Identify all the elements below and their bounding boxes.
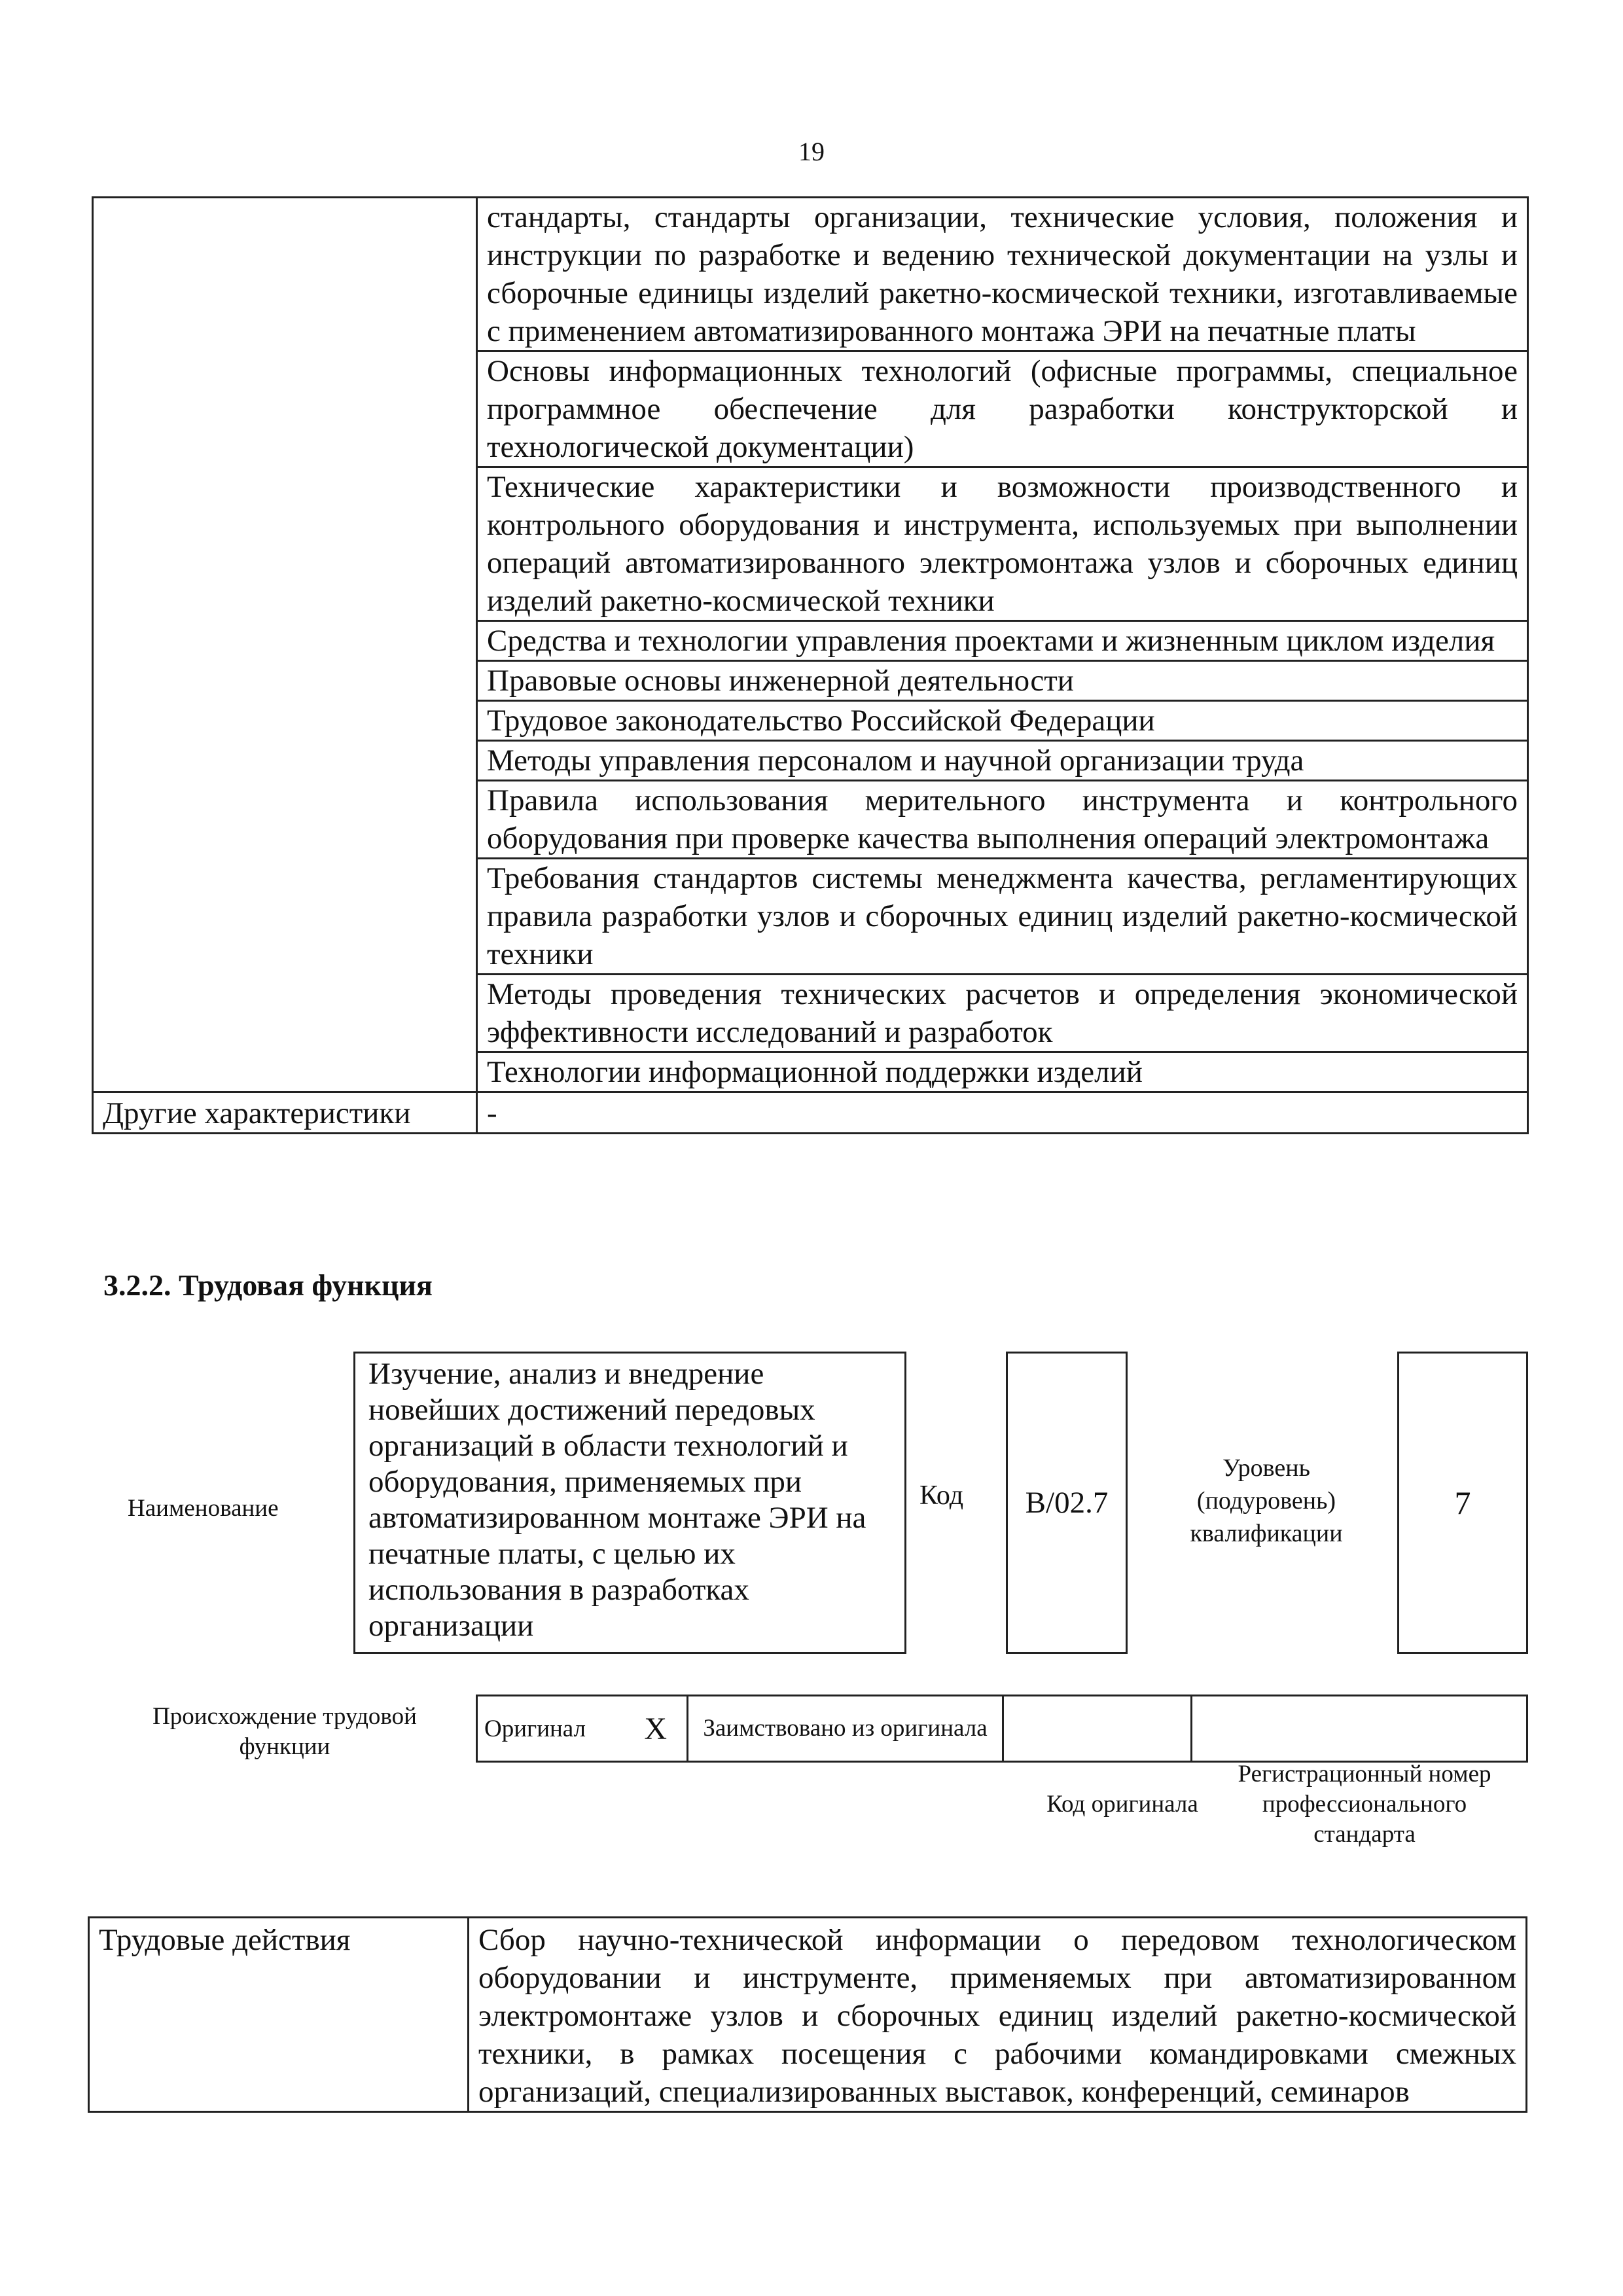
labor-actions-label: Трудовые действия xyxy=(89,1918,469,2112)
table-row xyxy=(93,1092,1528,1134)
code-label: Код xyxy=(919,1480,964,1511)
table-row xyxy=(89,1918,1527,2112)
knowledge-item: стандарты, стандарты организации, технические условия, положения и инструкции по разработке и ведению технической документации на узлы и сборочные единицы изделий ракетно-космической техники, изготавливаемые с применением автоматизированного монтажа ЭРИ на печатные платы xyxy=(477,198,1528,351)
qualification-level-box: 7 xyxy=(1397,1352,1528,1654)
section-heading: 3.2.2. Трудовая функция xyxy=(103,1268,433,1302)
knowledge-table xyxy=(92,196,1529,1134)
function-code-box: B/02.7 xyxy=(1006,1352,1128,1654)
borrowed-label: Заимствовано из оригинала xyxy=(688,1696,1003,1762)
original-code-cell xyxy=(1003,1696,1192,1762)
qualification-level-label: Уровень (подуровень) квалификации xyxy=(1190,1454,1343,1547)
original-code-caption: Код оригинала xyxy=(1046,1791,1198,1818)
knowledge-item: Трудовое законодательство Российской Федерации xyxy=(477,701,1528,741)
original-label: Оригинал xyxy=(477,1696,625,1762)
labor-actions-value: Сбор научно-технической информации о передовом технологическом оборудовании и инструменте, применяемых при автоматизированном электромонтаже узлов и сборочных единиц изделий ракетно-космической техники, в рамках посещения с рабочими командировками смежных организаций, специализированных выставок, конференций, семинаров xyxy=(469,1918,1527,2112)
registration-number-caption: Регистрационный номер профессионального стандарта xyxy=(1238,1761,1491,1848)
knowledge-item: Технические характеристики и возможности производственного и контрольного оборудования и инструмента, используемых при выполнении операций автоматизированного электромонтажа узлов и сборочных единиц изделий ракетно-космической техники xyxy=(477,467,1528,621)
registration-number-cell xyxy=(1192,1696,1527,1762)
name-label: Наименование xyxy=(128,1495,279,1522)
knowledge-item: Правовые основы инженерной деятельности xyxy=(477,661,1528,701)
origin-label: Происхождение трудовой функции xyxy=(152,1703,417,1760)
knowledge-item: Средства и технологии управления проектами и жизненным циклом изделия xyxy=(477,621,1528,661)
origin-table xyxy=(476,1695,1528,1763)
table-cell-empty xyxy=(93,198,477,1092)
page-number: 19 xyxy=(798,137,825,166)
table-row xyxy=(477,1696,1527,1762)
knowledge-item: Основы информационных технологий (офисные программы, специальное программное обеспечение для разработки конструкторской и технологической документации) xyxy=(477,351,1528,467)
knowledge-item: Требования стандартов системы менеджмента качества, регламентирующих правила разработки узлов и сборочных единиц изделий ракетно-космической техники xyxy=(477,859,1528,975)
knowledge-item: Правила использования мерительного инструмента и контрольного оборудования при проверке качества выполнения операций электромонтажа xyxy=(477,781,1528,859)
knowledge-item: Методы управления персоналом и научной организации труда xyxy=(477,741,1528,781)
function-name-box: Изучение, анализ и внедрение новейших достижений передовых организаций в области технологий и оборудования, применяемых при автоматизированном монтаже ЭРИ на печатные платы, с целью их использования в разработках организации xyxy=(353,1352,906,1654)
original-mark: X xyxy=(625,1696,688,1762)
knowledge-item: Методы проведения технических расчетов и определения экономической эффективности исследований и разработок xyxy=(477,975,1528,1052)
labor-actions-table xyxy=(88,1916,1527,2113)
other-characteristics-value: - xyxy=(477,1092,1528,1134)
knowledge-item: Технологии информационной поддержки изделий xyxy=(477,1052,1528,1092)
other-characteristics-label: Другие характеристики xyxy=(93,1092,477,1134)
table-row xyxy=(93,198,1528,351)
